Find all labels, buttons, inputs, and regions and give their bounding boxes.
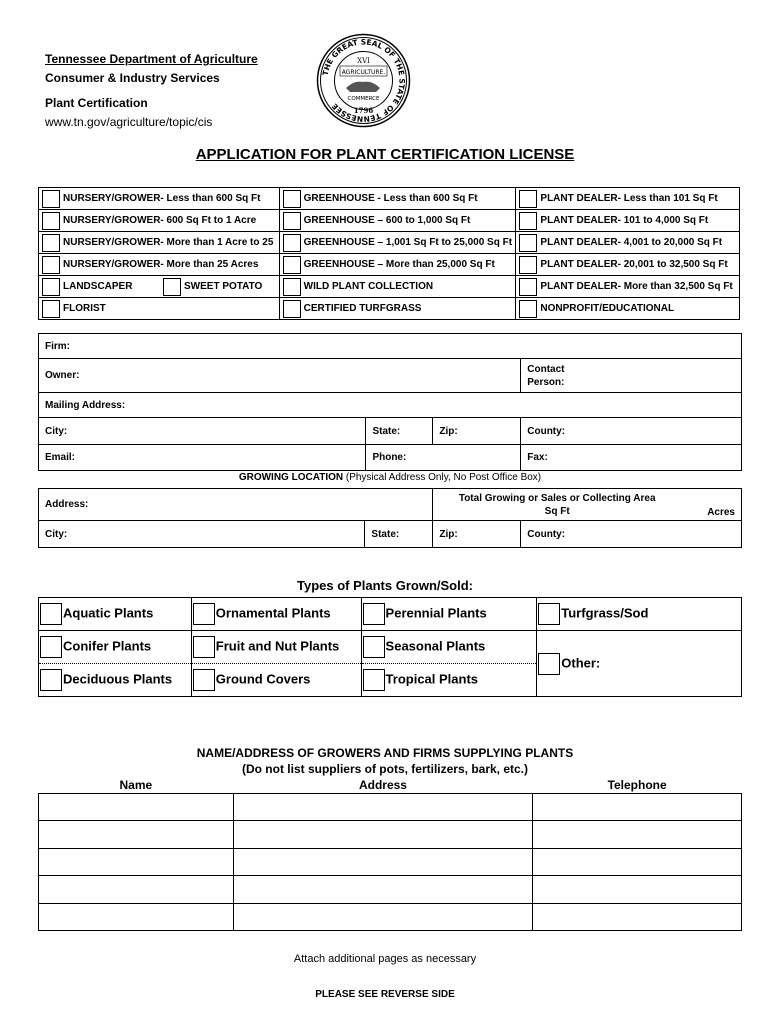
checkbox[interactable]: [42, 278, 60, 296]
plant-types-heading: Types of Plants Grown/Sold:: [297, 578, 473, 593]
supplier-telephone-cell[interactable]: [533, 848, 742, 876]
suppliers-note: (Do not list suppliers of pots, fertilizers, bark, etc.): [241, 762, 529, 776]
other-label: Other:: [561, 654, 601, 670]
license-label: NURSERY/GROWER- More than 1 Acre to 25: [63, 237, 274, 248]
license-label: NURSERY/GROWER- More than 25 Acres: [63, 259, 259, 270]
plant-type-option[interactable]: [39, 631, 192, 664]
checkbox[interactable]: [519, 256, 537, 274]
license-option-content: [519, 212, 739, 230]
plant-type-label: Ground Covers: [215, 671, 311, 687]
checkbox[interactable]: [42, 212, 60, 230]
checkbox[interactable]: [519, 212, 537, 230]
phone-field[interactable]: Phone:: [366, 445, 521, 471]
growing-address-field[interactable]: Address:: [39, 489, 433, 521]
license-option[interactable]: [516, 254, 740, 276]
license-option[interactable]: [39, 254, 280, 276]
checkbox[interactable]: [363, 636, 385, 658]
plant-type-option[interactable]: [361, 598, 537, 631]
seal-ring-text: THE GREAT SEAL OF THE STATE OF TENNESSEE: [320, 37, 407, 124]
license-row: [39, 276, 740, 298]
plant-type-option[interactable]: [537, 598, 742, 631]
checkbox[interactable]: [519, 278, 537, 296]
checkbox[interactable]: [519, 300, 537, 318]
license-option-content: [42, 212, 279, 230]
suppliers-heading: NAME/ADDRESS OF GROWERS AND FIRMS SUPPLYING PLANTS: [196, 746, 574, 760]
license-label: CERTIFIED TURFGRASS: [303, 303, 422, 314]
license-option-content: [283, 212, 516, 230]
supplier-row: [39, 821, 742, 849]
license-row: [39, 254, 740, 276]
mailing-address-field[interactable]: Mailing Address:: [39, 393, 742, 418]
license-option[interactable]: [279, 298, 516, 320]
license-option[interactable]: [516, 276, 740, 298]
license-option-content: [42, 190, 279, 208]
supplier-address-cell[interactable]: [233, 821, 533, 849]
owner-field[interactable]: Owner:: [39, 359, 521, 393]
license-row: [39, 298, 740, 320]
license-label: PLANT DEALER- 20,001 to 32,500 Sq Ft: [540, 259, 728, 270]
checkbox[interactable]: [42, 190, 60, 208]
checkbox[interactable]: [193, 603, 215, 625]
checkbox[interactable]: [42, 234, 60, 252]
plant-type-option[interactable]: [361, 664, 537, 697]
supplier-telephone-cell[interactable]: [533, 876, 742, 904]
license-option[interactable]: [39, 188, 280, 210]
supplier-name-cell[interactable]: [39, 821, 234, 849]
checkbox[interactable]: [42, 256, 60, 274]
growing-location-note: (Physical Address Only, No Post Office Box): [345, 472, 542, 483]
license-label: NONPROFIT/EDUCATIONAL: [540, 303, 675, 314]
applicant-info-table: [38, 333, 742, 471]
license-row: [39, 188, 740, 210]
license-label: PLANT DEALER- 101 to 4,000 Sq Ft: [540, 215, 709, 226]
program-name: Plant Certification: [45, 96, 148, 110]
plant-type-option[interactable]: [361, 631, 537, 664]
license-option[interactable]: [516, 298, 740, 320]
checkbox[interactable]: [283, 190, 301, 208]
license-label: FLORIST: [63, 303, 106, 314]
plant-type-label: Ornamental Plants: [215, 605, 331, 621]
plant-type-label: Turfgrass/Sod: [561, 605, 649, 621]
plant-type-label: Deciduous Plants: [63, 671, 173, 687]
checkbox[interactable]: [40, 669, 62, 691]
reverse-side-note: PLEASE SEE REVERSE SIDE: [315, 989, 455, 1000]
other-option[interactable]: [537, 631, 742, 697]
supplier-row: [39, 876, 742, 904]
growing-location-heading: [38, 472, 742, 483]
license-type-table: [38, 187, 740, 320]
supplier-telephone-cell[interactable]: [533, 903, 742, 931]
checkbox[interactable]: [538, 603, 560, 625]
growing-location-table: [38, 488, 742, 548]
form-title: APPLICATION FOR PLANT CERTIFICATION LICENSE: [195, 146, 575, 163]
license-label: PLANT DEALER- Less than 101 Sq Ft: [540, 193, 718, 204]
email-field[interactable]: Email:: [39, 445, 366, 471]
seal-commerce: COMMERCE: [347, 96, 380, 102]
license-option-content: [519, 190, 739, 208]
license-option[interactable]: [279, 232, 516, 254]
growing-county-field[interactable]: County:: [521, 521, 742, 548]
suppliers-table: [38, 777, 742, 931]
license-option-content: [519, 234, 739, 252]
sweet-potato-label: SWEET POTATO: [184, 281, 263, 292]
license-label: GREENHOUSE – More than 25,000 Sq Ft: [303, 259, 495, 270]
column-header-name: Name: [39, 777, 234, 793]
supplier-telephone-cell[interactable]: [533, 793, 742, 821]
plant-type-option[interactable]: [39, 664, 192, 697]
license-label: GREENHOUSE – 600 to 1,000 Sq Ft: [303, 215, 471, 226]
growing-location-label: GROWING LOCATION: [238, 472, 344, 483]
supplier-name-cell[interactable]: [39, 793, 234, 821]
license-label: NURSERY/GROWER- 600 Sq Ft to 1 Acre: [63, 215, 257, 226]
license-label: PLANT DEALER- More than 32,500 Sq Ft: [540, 281, 733, 292]
total-area-text: Total Growing or Sales or Collecting Area: [458, 492, 656, 504]
plant-type-option[interactable]: [191, 598, 361, 631]
website-link[interactable]: www.tn.gov/agriculture/topic/cis: [45, 115, 213, 129]
license-option-content: [42, 256, 279, 274]
checkbox[interactable]: [283, 212, 301, 230]
checkbox[interactable]: [42, 300, 60, 318]
seal-numeral: XVI: [357, 57, 370, 65]
division-name: Consumer & Industry Services: [45, 71, 220, 85]
fax-field[interactable]: Fax:: [521, 445, 742, 471]
checkbox[interactable]: [193, 669, 215, 691]
checkbox[interactable]: [283, 234, 301, 252]
license-option-content: [42, 300, 279, 318]
plant-types-table: [38, 597, 742, 697]
sq-ft-label: Sq Ft: [544, 505, 570, 517]
license-option-content: [42, 278, 279, 296]
city-field[interactable]: City:: [39, 418, 366, 445]
license-option[interactable]: [516, 188, 740, 210]
license-option[interactable]: [279, 210, 516, 232]
supplier-row: [39, 903, 742, 931]
growing-city-field[interactable]: City:: [39, 521, 365, 548]
license-option[interactable]: [39, 232, 280, 254]
supplier-row: [39, 848, 742, 876]
supplier-name-cell[interactable]: [39, 903, 234, 931]
total-area-label: [439, 492, 735, 518]
department-name: Tennessee Department of Agriculture: [45, 52, 258, 66]
seal-agriculture: AGRICULTURE.: [341, 69, 386, 76]
license-option-content: [519, 256, 739, 274]
county-field[interactable]: County:: [521, 418, 742, 445]
license-row: [39, 210, 740, 232]
supplier-address-cell[interactable]: [233, 848, 533, 876]
license-label: GREENHOUSE - Less than 600 Sq Ft: [303, 193, 478, 204]
license-option-content: [283, 190, 516, 208]
column-header-address: Address: [233, 777, 533, 793]
firm-field[interactable]: Firm:: [39, 334, 742, 359]
acres-label: Acres: [707, 507, 735, 518]
contact-person-label: Contact Person:: [527, 363, 565, 388]
license-option-content: [283, 278, 516, 296]
supplier-address-cell[interactable]: [233, 876, 533, 904]
license-option-content: [283, 256, 516, 274]
state-field[interactable]: State:: [366, 418, 433, 445]
plant-type-label: Seasonal Plants: [385, 638, 486, 654]
license-option[interactable]: [279, 276, 516, 298]
license-option[interactable]: [279, 254, 516, 276]
checkbox[interactable]: [363, 669, 385, 691]
supplier-address-cell[interactable]: [233, 793, 533, 821]
license-label: NURSERY/GROWER- Less than 600 Sq Ft: [63, 193, 261, 204]
license-option[interactable]: [279, 188, 516, 210]
supplier-address-cell[interactable]: [233, 903, 533, 931]
license-label: LANDSCAPER: [63, 281, 133, 292]
checkbox[interactable]: [538, 653, 560, 675]
state-seal: [316, 33, 411, 128]
zip-field[interactable]: Zip:: [433, 418, 521, 445]
checkbox[interactable]: [163, 278, 181, 296]
license-label: WILD PLANT COLLECTION: [303, 281, 434, 292]
license-option-content: [283, 234, 516, 252]
plant-type-option[interactable]: [39, 598, 192, 631]
seal-year: 1796: [353, 106, 374, 115]
plant-type-label: Aquatic Plants: [63, 605, 154, 621]
checkbox[interactable]: [283, 256, 301, 274]
license-label: PLANT DEALER- 4,001 to 20,000 Sq Ft: [540, 237, 723, 248]
license-option-content: [283, 300, 516, 318]
supplier-telephone-cell[interactable]: [533, 821, 742, 849]
checkbox[interactable]: [193, 636, 215, 658]
license-option[interactable]: [39, 276, 280, 298]
license-label: GREENHOUSE – 1,001 Sq Ft to 25,000 Sq Ft: [303, 237, 513, 248]
license-option[interactable]: [39, 298, 280, 320]
checkbox[interactable]: [40, 636, 62, 658]
plant-type-label: Perennial Plants: [385, 605, 487, 621]
growing-state-field[interactable]: State:: [365, 521, 433, 548]
checkbox[interactable]: [519, 190, 537, 208]
contact-person-field[interactable]: [521, 359, 742, 393]
license-option[interactable]: [39, 210, 280, 232]
license-option-content: [519, 278, 739, 296]
license-row: [39, 232, 740, 254]
license-option[interactable]: [516, 232, 740, 254]
checkbox[interactable]: [40, 603, 62, 625]
plant-type-label: Fruit and Nut Plants: [215, 638, 340, 654]
license-option-content: [42, 234, 279, 252]
license-option[interactable]: [516, 210, 740, 232]
attach-note: Attach additional pages as necessary: [293, 953, 477, 965]
supplier-name-cell[interactable]: [39, 848, 234, 876]
checkbox[interactable]: [519, 234, 537, 252]
plant-type-option[interactable]: [191, 664, 361, 697]
checkbox[interactable]: [363, 603, 385, 625]
plant-type-label: Tropical Plants: [385, 671, 479, 687]
column-header-telephone: Telephone: [533, 777, 742, 793]
total-area-field[interactable]: [433, 489, 742, 521]
supplier-row: [39, 793, 742, 821]
plant-type-option[interactable]: [191, 631, 361, 664]
plant-type-label: Conifer Plants: [63, 638, 152, 654]
checkbox[interactable]: [283, 278, 301, 296]
supplier-name-cell[interactable]: [39, 876, 234, 904]
growing-zip-field[interactable]: Zip:: [433, 521, 521, 548]
license-option-content: [519, 300, 739, 318]
checkbox[interactable]: [283, 300, 301, 318]
